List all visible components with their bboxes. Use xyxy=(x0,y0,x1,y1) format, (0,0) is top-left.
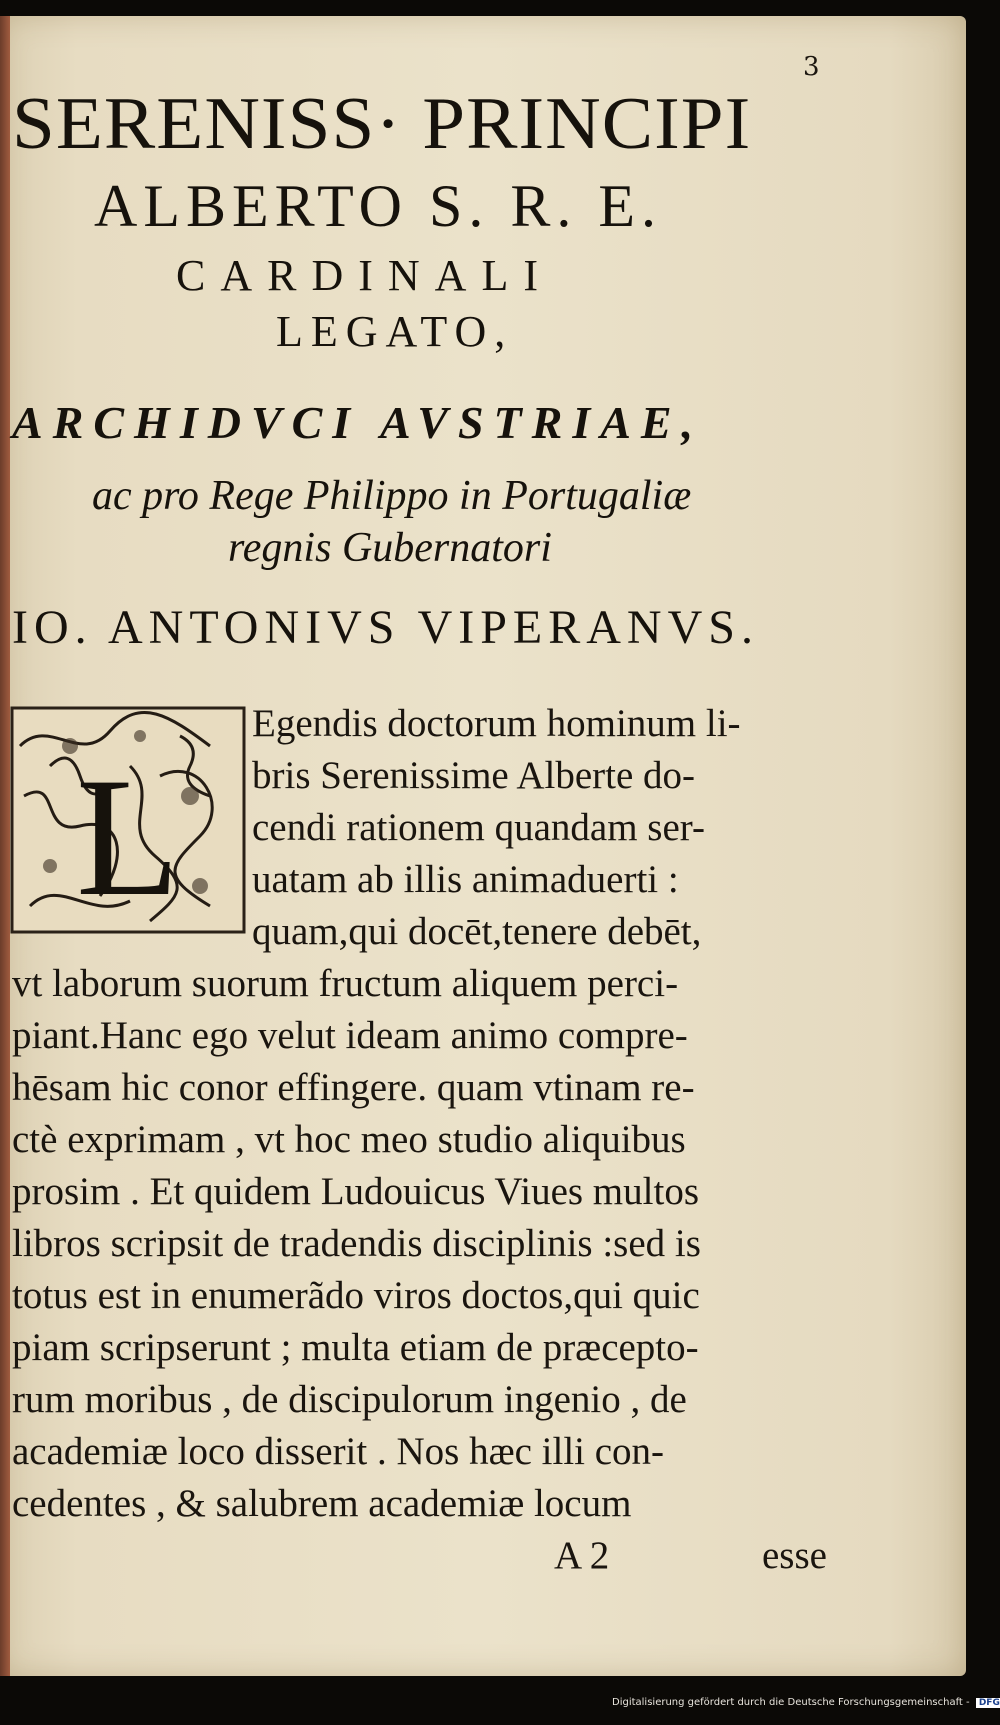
body-line: quam,qui docēt,tenere debēt, xyxy=(252,910,702,953)
author-line: IO. ANTONIVS VIPERANVS. xyxy=(12,601,759,654)
heading-line-5: ARCHIDVCI AVSTRIAE, xyxy=(12,397,704,448)
heading-line-2: ALBERTO S. R. E. xyxy=(94,173,663,239)
catchword: esse xyxy=(762,1534,827,1577)
body-line: uatam ab illis animaduerti : xyxy=(252,858,679,901)
digitization-credit xyxy=(612,1697,1000,1708)
ornamental-drop-cap xyxy=(10,706,246,934)
dfg-logo: DFG xyxy=(976,1698,1000,1708)
body-line: academiæ loco disserit . Nos hæc illi con- xyxy=(12,1430,665,1473)
body-line: cendi rationem quandam ser- xyxy=(252,806,705,849)
heading-line-3: CARDINALI xyxy=(176,251,553,300)
body-line: vt laborum suorum fructum aliquem perci- xyxy=(12,962,679,1005)
heading-line-7: regnis Gubernatori xyxy=(228,525,552,571)
heading-line-6: ac pro Rege Philippo in Portugaliæ xyxy=(92,473,692,519)
body-line: piant.Hanc ego velut ideam animo compre- xyxy=(12,1014,688,1057)
heading-line-4: LEGATO, xyxy=(276,307,514,356)
body-line: libros scripsit de tradendis disciplinis :sed is xyxy=(12,1222,701,1265)
body-line: totus est in enumerãdo viros doctos,qui quic xyxy=(12,1274,700,1317)
signature-mark: A 2 xyxy=(554,1534,610,1577)
body-line: ctè exprimam , vt hoc meo studio aliquibus xyxy=(12,1118,686,1161)
digitization-credit-text: Digitalisierung gefördert durch die Deutsche Forschungsgemeinschaft - xyxy=(612,1697,970,1708)
body-line: bris Serenissime Alberte do- xyxy=(252,754,695,797)
body-line: prosim . Et quidem Ludouicus Viues multos xyxy=(12,1170,699,1213)
body-line: Egendis doctorum hominum li- xyxy=(252,702,741,745)
drop-cap-letter: L xyxy=(76,743,180,931)
body-line: piam scripserunt ; multa etiam de præcepto- xyxy=(12,1326,699,1369)
body-line: hēsam hic conor effingere. quam vtinam re- xyxy=(12,1066,695,1109)
body-line: rum moribus , de discipulorum ingenio , de xyxy=(12,1378,687,1421)
body-line: cedentes , & salubrem academiæ locum xyxy=(12,1482,632,1525)
page-number: 3 xyxy=(803,52,820,82)
page-binding-edge xyxy=(0,16,10,1676)
heading-line-1: SERENISS· PRINCIPI xyxy=(12,83,752,165)
